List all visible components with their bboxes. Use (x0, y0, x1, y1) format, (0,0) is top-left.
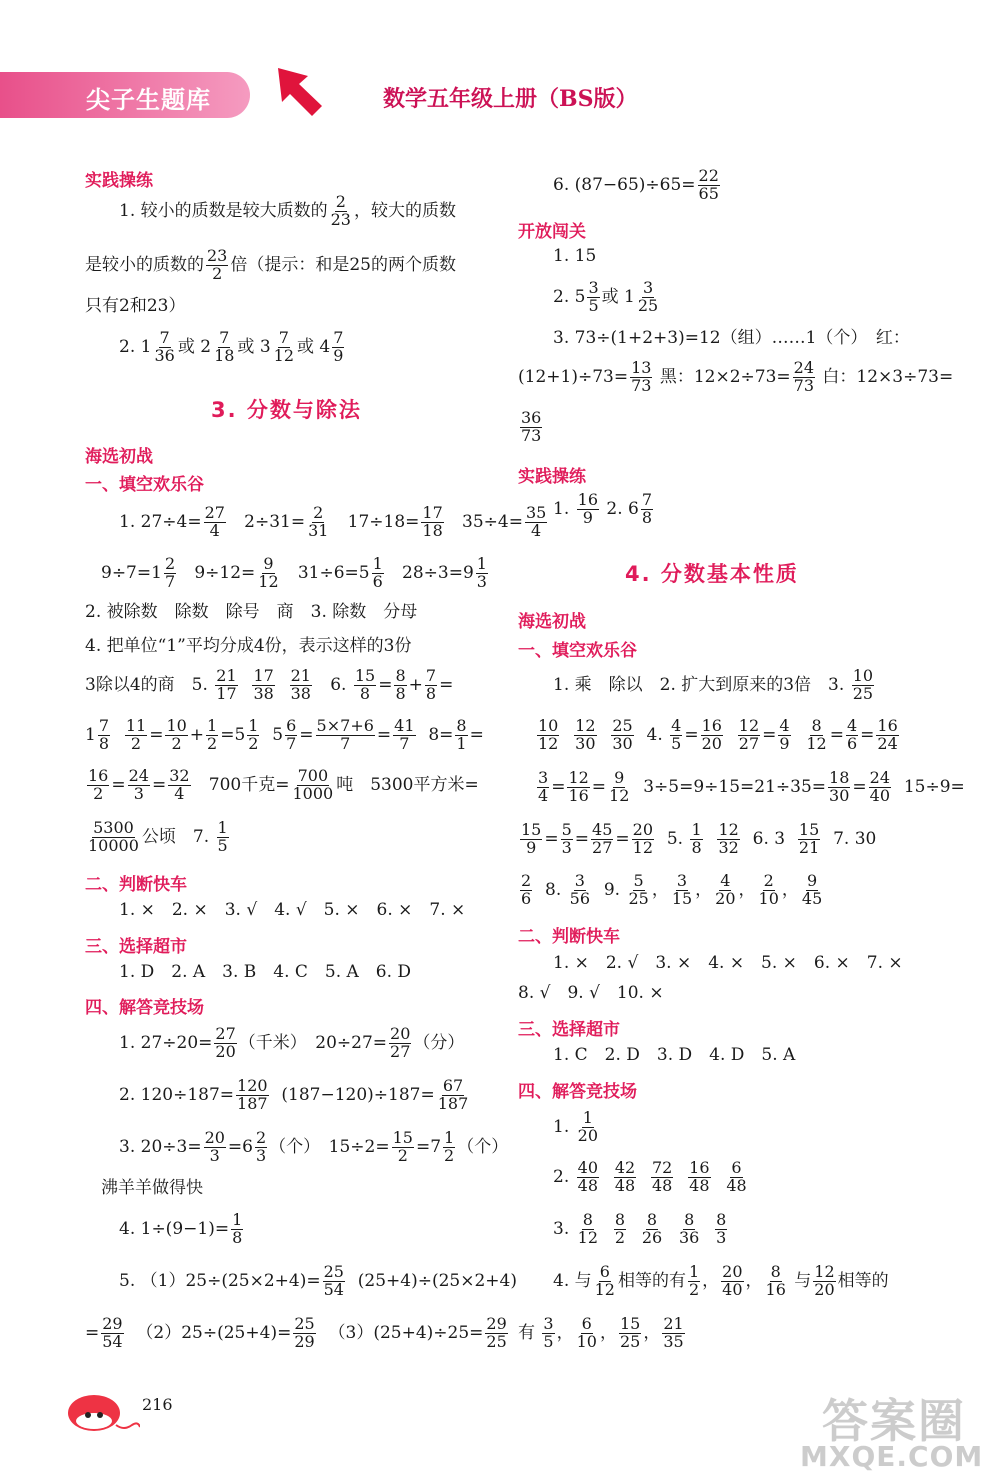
text-line: 1. D 2. A 3. B 4. C 5. A 6. D (119, 962, 412, 982)
section-heading: 实践操练 (518, 467, 586, 487)
page-number: 216 (142, 1395, 173, 1414)
text-line: 1. 较小的质数是较大质数的 $\frac{2}{23}$ ，较大的质数 (119, 192, 456, 229)
text-line: 3. 73÷(1+2+3)=12（组）……1（个） 红： (553, 328, 910, 348)
header-badge-text: 尖子生题库 (86, 86, 211, 114)
section-heading: 四、解答竞技场 (518, 1082, 637, 1102)
text-line: 1. C 2. D 3. D 4. D 5. A (553, 1045, 796, 1065)
text-line: 4. 把单位“1”平均分成4份，表示这样的3份 (85, 636, 412, 656)
text-line: 4. 与 $\frac{6}{12}$ 相等的有 $\frac{1}{2}$ ， $\frac{20}{40}$ ， $\frac{8}{16}$ 与 $\frac{12}{20}$ 相等的 (553, 1262, 889, 1299)
section-heading: 三、选择超市 (85, 937, 187, 957)
text-line: 有 $\frac{3}{5}$ ， $\frac{6}{10}$ ， $\frac{15}{25}$ ， $\frac{21}{35}$ (518, 1314, 684, 1351)
text-line: 4. 1÷(9−1)= $\frac{1}{8}$ (119, 1210, 243, 1247)
text-line: 6. (87−65)÷65= $\frac{22}{65}$ (553, 166, 719, 203)
text-line: $\frac{10}{12}$ $\frac{12}{30}$ $\frac{25}{30}$ 4. $\frac{4}{5}$ = $\frac{16}{20}$ $\frac{12}{27}$ = $\frac{4}{9}$ $\frac{8}{12}$ = $\frac{4}{6}$ = $\frac{16}{24}$ (538, 716, 898, 753)
text-line: $\frac{15}{9}$ = $\frac{5}{3}$ = $\frac{45}{27}$ = $\frac{20}{12}$ 5. $\frac{1}{8}$ $\frac{12}{32}$ 6. 3 $\frac{15}{21}$ 7. 30 (521, 820, 877, 857)
section-heading: 实践操练 (85, 171, 153, 191)
text-line: 1. $\frac{1}{20}$ (553, 1108, 598, 1145)
text-line: 1. × 2. √ 3. × 4. × 5. × 6. × 7. × (553, 953, 903, 973)
text-line: $\frac{5300}{10000}$ 公顷 7. $\frac{1}{5}$ (88, 818, 228, 855)
section-title: 4. 分数基本性质 (625, 562, 799, 586)
text-line: 只有2和23） (85, 296, 186, 316)
mascot-icon (60, 1385, 140, 1435)
text-line: 1. 27÷4= $\frac{27}{4}$ 2÷31= $\frac{2}{31}$ 17÷18= $\frac{17}{18}$ 35÷4= $\frac{35}{4}$ (119, 503, 547, 540)
text-line: (12+1)÷73= $\frac{13}{73}$ 黑：12×2÷73= $\frac{24}{73}$ 白：12×3÷73= (518, 358, 954, 395)
text-line: $\frac{2}{6}$ 8. $\frac{3}{56}$ 9. $\frac{5}{25}$ ， $\frac{3}{15}$ ， $\frac{4}{20}$ ， $\frac{2}{10}$ ， $\frac{9}{45}$ (521, 871, 823, 908)
text-line: = $\frac{29}{54}$ （2）25÷(25+4)= $\frac{25}{29}$ （3）(25+4)÷25= $\frac{29}{25}$ (85, 1314, 507, 1351)
section-heading: 海选初战 (85, 447, 153, 467)
section-title: 3. 分数与除法 (211, 398, 362, 422)
text-line: 3除以4的商 5. $\frac{21}{17}$ $\frac{17}{38}$ $\frac{21}{38}$ 6. $\frac{15}{8}$ = $\frac{8}{8}$ + $\frac{7}{8}$ = (85, 666, 454, 703)
section-heading: 四、解答竞技场 (85, 998, 204, 1018)
text-line: 3. $\frac{8}{12}$ $\frac{8}{2}$ $\frac{8}{26}$ $\frac{8}{36}$ $\frac{8}{3}$ (553, 1210, 727, 1247)
section-heading: 一、填空欢乐谷 (518, 641, 637, 661)
section-heading: 一、填空欢乐谷 (85, 475, 204, 495)
watermark-url: MXQE.COM (800, 1440, 984, 1473)
text-line: 1. × 2. × 3. √ 4. √ 5. × 6. × 7. × (119, 900, 466, 920)
text-line: $\frac{16}{2}$ = $\frac{24}{3}$ = $\frac{32}{4}$ 700千克= $\frac{700}{1000}$ 吨 5300平方米= (88, 766, 479, 803)
text-line: 1. 乘 除以 2. 扩大到原来的3倍 3. $\frac{10}{25}$ (553, 666, 874, 703)
text-line: $\frac{36}{73}$ (521, 408, 542, 445)
section-heading: 三、选择超市 (518, 1020, 620, 1040)
text-line: 1. $\frac{16}{9}$ 2. 6 $\frac{7}{8}$ (553, 490, 653, 527)
section-heading: 二、判断快车 (518, 927, 620, 947)
text-line: 9÷7=1 $\frac{2}{7}$ 9÷12= $\frac{9}{12}$ 31÷6=5 $\frac{1}{6}$ 28÷3=9 $\frac{1}{3}$ (101, 554, 487, 591)
arrow-icon (268, 62, 328, 122)
text-line: 3. 20÷3= $\frac{20}{3}$ =6 $\frac{2}{3}$ （个） 15÷2= $\frac{15}{2}$ =7 $\frac{1}{2}$ （个） (119, 1128, 509, 1165)
text-line: 1. 27÷20= $\frac{27}{20}$ （千米） 20÷27= $\frac{20}{27}$ （分） (119, 1024, 465, 1061)
text-line: 2. 被除数 除数 除号 商 3. 除数 分母 (85, 602, 418, 622)
text-line: 1 $\frac{7}{8}$ $\frac{11}{2}$ = $\frac{10}{2}$ + $\frac{1}{2}$ =5 $\frac{1}{2}$ 5 $\frac{6}{7}$ = $\frac{5\times 7+6}{7}$ = $\frac{41}{7}$ 8= $\frac{8}{1}$ = (85, 716, 484, 753)
text-line: 8. √ 9. √ 10. × (518, 983, 664, 1003)
header-badge (0, 72, 250, 118)
section-heading: 开放闯关 (518, 222, 586, 242)
text-line: 是较小的质数的 $\frac{23}{2}$ 倍（提示：和是25的两个质数 (85, 246, 456, 283)
page-title: 数学五年级上册（BS版） (383, 86, 638, 112)
text-line: 2. 5 $\frac{3}{5}$ 或 1 $\frac{3}{25}$ (553, 278, 659, 315)
text-line: 2. 1 $\frac{7}{36}$ 或 2 $\frac{7}{18}$ 或 3 $\frac{7}{12}$ 或 4 $\frac{7}{9}$ (119, 328, 344, 365)
text-line: 1. 15 (553, 246, 597, 266)
text-line: $\frac{3}{4}$ = $\frac{12}{16}$ = $\frac{9}{12}$ 3÷5=9÷15=21÷35= $\frac{18}{30}$ = $\frac{24}{40}$ 15÷9= (538, 768, 965, 805)
watermark: 答案圈 (822, 1394, 966, 1448)
text-line: 5. （1）25÷(25×2+4)= $\frac{25}{54}$ (25+4)÷(25×2+4) (119, 1262, 517, 1299)
section-heading: 二、判断快车 (85, 875, 187, 895)
text-line: 2. $\frac{40}{48}$ $\frac{42}{48}$ $\frac{72}{48}$ $\frac{16}{48}$ $\frac{6}{48}$ (553, 1158, 747, 1195)
text-line: 2. 120÷187= $\frac{120}{187}$ (187−120)÷187= $\frac{67}{187}$ (119, 1076, 469, 1113)
section-heading: 海选初战 (518, 612, 586, 632)
text-line: 沸羊羊做得快 (101, 1178, 203, 1198)
